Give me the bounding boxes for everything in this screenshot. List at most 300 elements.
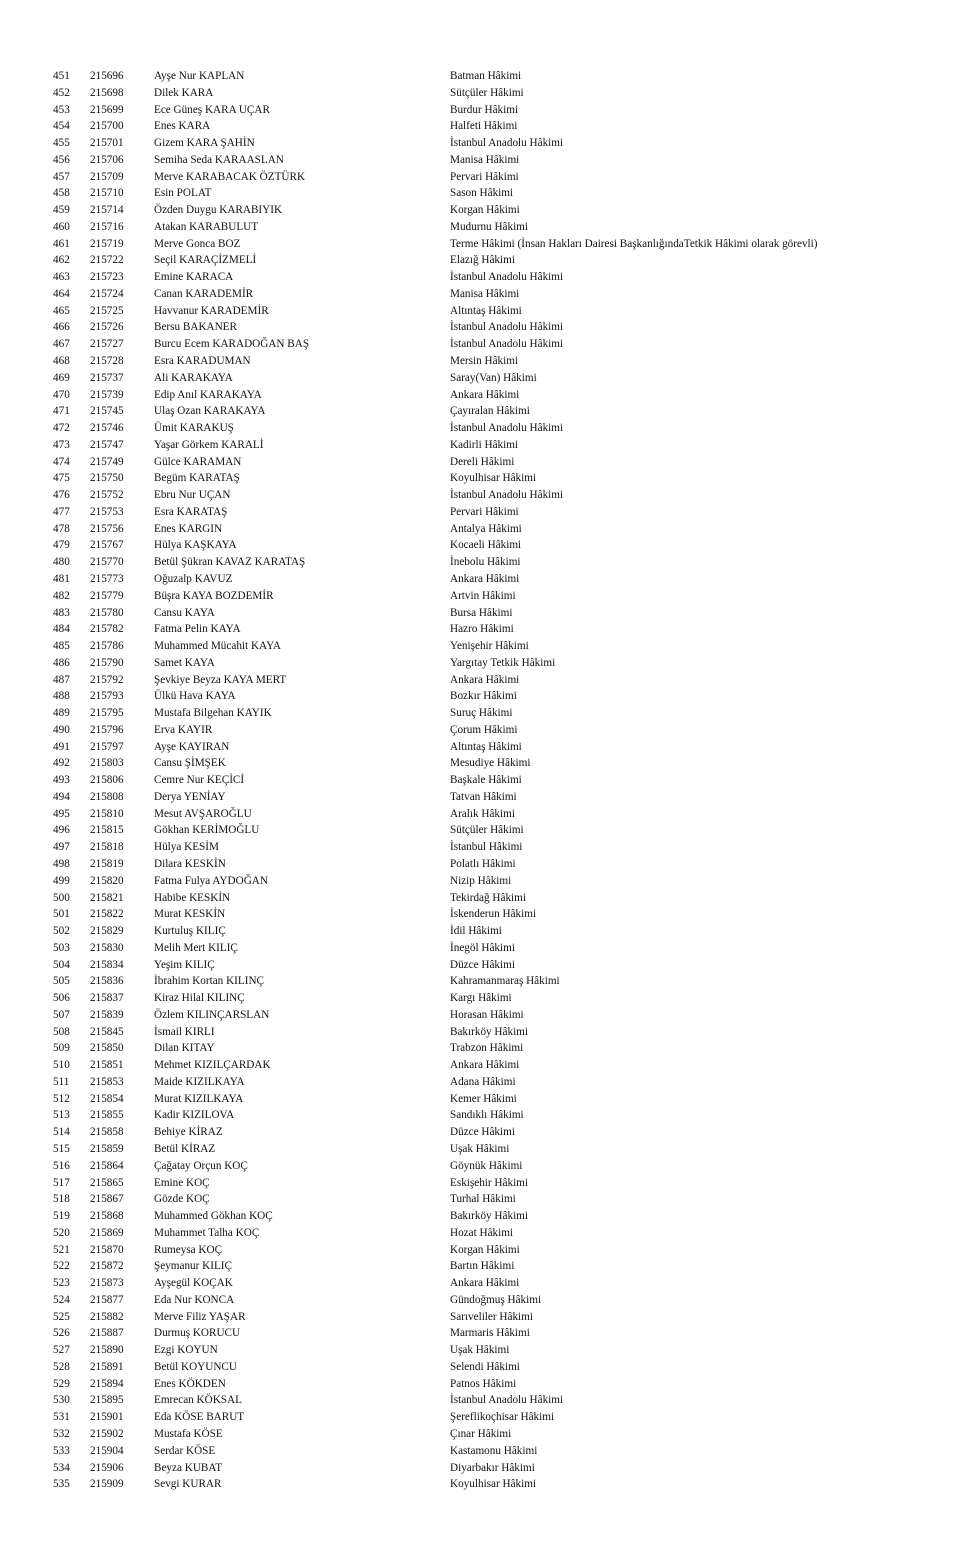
row-number: 478 bbox=[53, 522, 70, 535]
list-row bbox=[0, 286, 960, 303]
assignment: Kemer Hâkimi bbox=[450, 1092, 517, 1105]
list-row bbox=[0, 1242, 960, 1259]
row-number: 495 bbox=[53, 807, 70, 820]
registry-number: 215719 bbox=[90, 237, 124, 250]
list-row bbox=[0, 487, 960, 504]
registry-number: 215902 bbox=[90, 1428, 124, 1441]
assignment: Sarıveliler Hâkimi bbox=[450, 1310, 533, 1323]
assignment: Burdur Hâkimi bbox=[450, 103, 519, 116]
assignment: Kargı Hâkimi bbox=[450, 992, 512, 1005]
list-row bbox=[0, 1141, 960, 1158]
row-number: 467 bbox=[53, 338, 70, 351]
registry-number: 215859 bbox=[90, 1143, 124, 1155]
assignment: Şereflikoçhisar Hâkimi bbox=[450, 1411, 555, 1424]
person-name: Cansu ŞİMŞEK bbox=[154, 757, 226, 770]
person-name: Yeşim KILIÇ bbox=[154, 958, 215, 971]
registry-number: 215819 bbox=[90, 857, 124, 870]
list-row bbox=[0, 353, 960, 370]
list-row bbox=[0, 638, 960, 655]
registry-number: 215855 bbox=[90, 1109, 124, 1122]
assignment: Çorum Hâkimi bbox=[450, 723, 518, 736]
list-row bbox=[0, 672, 960, 689]
row-number: 499 bbox=[53, 874, 70, 887]
person-name: Fatma Pelin KAYA bbox=[154, 623, 241, 636]
row-number: 479 bbox=[53, 539, 70, 552]
assignment: Korgan Hâkimi bbox=[450, 1243, 520, 1256]
row-number: 505 bbox=[53, 975, 70, 988]
list-row bbox=[0, 873, 960, 890]
registry-number: 215815 bbox=[90, 824, 124, 837]
assignment: Patnos Hâkimi bbox=[450, 1377, 517, 1390]
list-row bbox=[0, 1376, 960, 1393]
row-number: 520 bbox=[53, 1226, 70, 1239]
row-number: 527 bbox=[53, 1344, 70, 1357]
row-number: 513 bbox=[53, 1109, 70, 1122]
assignment: İstanbul Hâkimi bbox=[450, 841, 523, 854]
row-number: 486 bbox=[53, 656, 70, 669]
row-number: 481 bbox=[53, 572, 70, 585]
row-number: 521 bbox=[53, 1243, 70, 1256]
person-name: Burcu Ecem KARADOĞAN BAŞ bbox=[154, 338, 310, 351]
list-row bbox=[0, 923, 960, 940]
registry-number: 215701 bbox=[90, 137, 124, 150]
row-number: 474 bbox=[53, 455, 70, 468]
list-row bbox=[0, 722, 960, 739]
assignment: Ankara Hâkimi bbox=[450, 388, 520, 401]
assignment: Elazığ Hâkimi bbox=[450, 254, 515, 267]
registry-number: 215822 bbox=[90, 908, 124, 921]
assignment: Yenişehir Hâkimi bbox=[450, 640, 529, 653]
person-name: Betül KİRAZ bbox=[154, 1143, 216, 1155]
assignment: Tekirdağ Hâkimi bbox=[450, 891, 526, 904]
row-number: 510 bbox=[53, 1059, 70, 1072]
row-number: 452 bbox=[53, 86, 70, 99]
row-number: 492 bbox=[53, 757, 70, 770]
person-name: İbrahim Kortan KILINÇ bbox=[154, 975, 264, 988]
list-row bbox=[0, 605, 960, 622]
registry-number: 215750 bbox=[90, 472, 124, 485]
registry-number: 215779 bbox=[90, 589, 124, 602]
list-row bbox=[0, 68, 960, 85]
person-name: Kurtuluş KILIÇ bbox=[154, 925, 226, 938]
assignment: Ankara Hâkimi bbox=[450, 1277, 520, 1290]
list-row bbox=[0, 252, 960, 269]
registry-number: 215790 bbox=[90, 656, 124, 669]
row-number: 473 bbox=[53, 438, 70, 451]
assignment: Eskişehir Hâkimi bbox=[450, 1176, 528, 1189]
registry-number: 215869 bbox=[90, 1226, 124, 1239]
registry-number: 215821 bbox=[90, 891, 124, 904]
person-name: Betül Şükran KAVAZ KARATAŞ bbox=[154, 556, 306, 569]
list-row bbox=[0, 269, 960, 286]
list-row bbox=[0, 1443, 960, 1460]
person-name: Ümit KARAKUŞ bbox=[154, 422, 234, 435]
list-row bbox=[0, 185, 960, 202]
row-number: 501 bbox=[53, 908, 70, 921]
list-row bbox=[0, 370, 960, 387]
row-number: 516 bbox=[53, 1159, 70, 1172]
assignment: Tatvan Hâkimi bbox=[450, 790, 517, 803]
person-name: Mustafa KÖSE bbox=[154, 1428, 223, 1441]
row-number: 480 bbox=[53, 556, 70, 569]
list-row bbox=[0, 772, 960, 789]
row-number: 515 bbox=[53, 1143, 70, 1155]
registry-number: 215780 bbox=[90, 606, 124, 619]
row-number: 453 bbox=[53, 103, 70, 116]
person-name: Çağatay Orçun KOÇ bbox=[154, 1159, 248, 1172]
registry-number: 215818 bbox=[90, 841, 124, 854]
assignment: İstanbul Anadolu Hâkimi bbox=[450, 1394, 564, 1407]
person-name: Betül KOYUNCU bbox=[154, 1360, 237, 1373]
list-row bbox=[0, 135, 960, 152]
person-name: Havvanur KARADEMİR bbox=[154, 304, 269, 317]
registry-number: 215737 bbox=[90, 371, 124, 384]
row-number: 500 bbox=[53, 891, 70, 904]
assignment: İstanbul Anadolu Hâkimi bbox=[450, 489, 564, 502]
registry-number: 215836 bbox=[90, 975, 124, 988]
assignment: Çayıralan Hâkimi bbox=[450, 405, 530, 418]
registry-number: 215865 bbox=[90, 1176, 124, 1189]
person-name: Hülya KAŞKAYA bbox=[154, 539, 237, 552]
assignment: İdil Hâkimi bbox=[450, 925, 502, 938]
assignment: Dereli Hâkimi bbox=[450, 455, 515, 468]
assignment: Manisa Hâkimi bbox=[450, 287, 520, 300]
list-row bbox=[0, 169, 960, 186]
list-row bbox=[0, 470, 960, 487]
person-name: Fatma Fulya AYDOĞAN bbox=[154, 874, 268, 887]
person-name: Edip Anıl KARAKAYA bbox=[154, 388, 262, 401]
person-name: Behiye KİRAZ bbox=[154, 1126, 223, 1139]
list-row bbox=[0, 1208, 960, 1225]
assignment: Turhal Hâkimi bbox=[450, 1193, 516, 1206]
person-name: Mesut AVŞAROĞLU bbox=[154, 807, 252, 820]
row-number: 488 bbox=[53, 690, 70, 703]
assignment: Ankara Hâkimi bbox=[450, 673, 520, 686]
registry-number: 215698 bbox=[90, 86, 124, 99]
registry-number: 215830 bbox=[90, 941, 124, 954]
registry-number: 215767 bbox=[90, 539, 124, 552]
person-name: Emine KOÇ bbox=[154, 1176, 210, 1189]
assignment: Altıntaş Hâkimi bbox=[450, 304, 522, 317]
row-number: 512 bbox=[53, 1092, 70, 1105]
registry-number: 215845 bbox=[90, 1025, 124, 1038]
assignment: Kahramanmaraş Hâkimi bbox=[450, 975, 560, 988]
list-row bbox=[0, 236, 960, 253]
row-number: 535 bbox=[53, 1478, 70, 1491]
row-number: 504 bbox=[53, 958, 70, 971]
row-number: 490 bbox=[53, 723, 70, 736]
list-row bbox=[0, 1007, 960, 1024]
person-name: Gökhan KERİMOĞLU bbox=[154, 824, 260, 837]
person-name: Derya YENİAY bbox=[154, 790, 226, 803]
assignment: Yargıtay Tetkik Hâkimi bbox=[450, 656, 556, 669]
registry-number: 215749 bbox=[90, 455, 124, 468]
person-name: Mustafa Bilgehan KAYIK bbox=[154, 707, 272, 720]
list-row bbox=[0, 1342, 960, 1359]
registry-number: 215894 bbox=[90, 1377, 124, 1390]
person-name: Merve Gonca BOZ bbox=[154, 237, 241, 250]
row-number: 451 bbox=[53, 70, 70, 82]
row-number: 509 bbox=[53, 1042, 70, 1055]
row-number: 475 bbox=[53, 472, 70, 485]
person-name: Gülce KARAMAN bbox=[154, 455, 242, 468]
registry-number: 215756 bbox=[90, 522, 124, 535]
row-number: 472 bbox=[53, 422, 70, 435]
list-row bbox=[0, 890, 960, 907]
assignment: Batman Hâkimi bbox=[450, 70, 522, 82]
list-row bbox=[0, 1107, 960, 1124]
row-number: 496 bbox=[53, 824, 70, 837]
person-name: Dilara KESKİN bbox=[154, 857, 226, 870]
registry-number: 215810 bbox=[90, 807, 124, 820]
list-row bbox=[0, 1325, 960, 1342]
row-number: 534 bbox=[53, 1461, 70, 1474]
assignment: Suruç Hâkimi bbox=[450, 707, 513, 720]
registry-number: 215746 bbox=[90, 422, 124, 435]
list-row bbox=[0, 1124, 960, 1141]
row-number: 497 bbox=[53, 841, 70, 854]
registry-number: 215872 bbox=[90, 1260, 124, 1273]
assignment: Kocaeli Hâkimi bbox=[450, 539, 522, 552]
row-number: 533 bbox=[53, 1444, 70, 1457]
row-number: 528 bbox=[53, 1360, 70, 1373]
list-row bbox=[0, 1091, 960, 1108]
row-number: 477 bbox=[53, 505, 70, 518]
assignment: Bakırköy Hâkimi bbox=[450, 1025, 528, 1038]
assignment: Mesudiye Hâkimi bbox=[450, 757, 531, 770]
person-name: Ali KARAKAYA bbox=[154, 371, 233, 384]
assignment: Manisa Hâkimi bbox=[450, 153, 520, 166]
list-row bbox=[0, 739, 960, 756]
registry-number: 215850 bbox=[90, 1042, 124, 1055]
list-row bbox=[0, 839, 960, 856]
list-row bbox=[0, 1359, 960, 1376]
registry-number: 215722 bbox=[90, 254, 124, 267]
registry-number: 215803 bbox=[90, 757, 124, 770]
row-number: 470 bbox=[53, 388, 70, 401]
assignment: Bartın Hâkimi bbox=[450, 1260, 515, 1273]
assignment: İstanbul Anadolu Hâkimi bbox=[450, 338, 564, 351]
row-number: 476 bbox=[53, 489, 70, 502]
assignment: Koyulhisar Hâkimi bbox=[450, 1478, 537, 1491]
row-number: 503 bbox=[53, 941, 70, 954]
registry-number: 215882 bbox=[90, 1310, 124, 1323]
registry-number: 215696 bbox=[90, 70, 124, 82]
registry-number: 215699 bbox=[90, 103, 124, 116]
assignment: Bursa Hâkimi bbox=[450, 606, 513, 619]
list-row bbox=[0, 1074, 960, 1091]
row-number: 457 bbox=[53, 170, 70, 183]
assignment: Pervari Hâkimi bbox=[450, 505, 519, 518]
person-name: Beyza KUBAT bbox=[154, 1461, 223, 1474]
assignment: İnebolu Hâkimi bbox=[450, 556, 521, 569]
person-name: Serdar KÖSE bbox=[154, 1444, 216, 1457]
registry-number: 215773 bbox=[90, 572, 124, 585]
row-number: 483 bbox=[53, 606, 70, 619]
registry-number: 215873 bbox=[90, 1277, 124, 1290]
person-name: Muhammed Mücahit KAYA bbox=[154, 640, 281, 653]
person-name: Durmuş KORUCU bbox=[154, 1327, 241, 1340]
person-name: Kadir KIZILOVA bbox=[154, 1109, 235, 1122]
registry-number: 215747 bbox=[90, 438, 124, 451]
list-row bbox=[0, 1158, 960, 1175]
assignment: Bozkır Hâkimi bbox=[450, 690, 517, 703]
registry-number: 215745 bbox=[90, 405, 124, 418]
person-name: Sevgi KURAR bbox=[154, 1478, 222, 1491]
list-row bbox=[0, 1175, 960, 1192]
person-name: Merve KARABACAK ÖZTÜRK bbox=[154, 170, 306, 183]
list-row bbox=[0, 219, 960, 236]
person-name: Ayşe Nur KAPLAN bbox=[154, 70, 245, 82]
registry-number: 215723 bbox=[90, 271, 124, 284]
registry-number: 215725 bbox=[90, 304, 124, 317]
registry-number: 215867 bbox=[90, 1193, 124, 1206]
list-row bbox=[0, 1460, 960, 1477]
row-number: 507 bbox=[53, 1008, 70, 1021]
person-name: Özlem KILINÇARSLAN bbox=[154, 1008, 270, 1021]
list-row bbox=[0, 102, 960, 119]
registry-number: 215837 bbox=[90, 992, 124, 1005]
list-row bbox=[0, 789, 960, 806]
list-row bbox=[0, 504, 960, 521]
assignment: Trabzon Hâkimi bbox=[450, 1042, 524, 1055]
assignment: Aralık Hâkimi bbox=[450, 807, 515, 820]
list-row bbox=[0, 755, 960, 772]
row-number: 532 bbox=[53, 1428, 70, 1441]
person-name: Semiha Seda KARAASLAN bbox=[154, 153, 284, 166]
registry-number: 215870 bbox=[90, 1243, 124, 1256]
registry-number: 215700 bbox=[90, 120, 124, 133]
row-number: 482 bbox=[53, 589, 70, 602]
person-name: Gözde KOÇ bbox=[154, 1193, 210, 1206]
person-name: Seçil KARAÇİZMELİ bbox=[154, 254, 257, 267]
assignment: Hozat Hâkimi bbox=[450, 1226, 514, 1239]
list-row bbox=[0, 387, 960, 404]
list-row bbox=[0, 85, 960, 102]
registry-number: 215796 bbox=[90, 723, 124, 736]
person-name: Enes KARA bbox=[154, 120, 211, 133]
registry-number: 215706 bbox=[90, 153, 124, 166]
registry-number: 215829 bbox=[90, 925, 124, 938]
registry-number: 215868 bbox=[90, 1210, 124, 1223]
person-name: Mehmet KIZILÇARDAK bbox=[154, 1059, 271, 1072]
registry-number: 215714 bbox=[90, 204, 124, 217]
person-name: Muhammed Gökhan KOÇ bbox=[154, 1210, 273, 1223]
assignment: İstanbul Anadolu Hâkimi bbox=[450, 137, 564, 150]
person-name: Dilan KITAY bbox=[154, 1042, 215, 1055]
assignment: Marmaris Hâkimi bbox=[450, 1327, 530, 1340]
row-number: 461 bbox=[53, 237, 70, 250]
list-row bbox=[0, 336, 960, 353]
registry-number: 215887 bbox=[90, 1327, 124, 1340]
registry-number: 215864 bbox=[90, 1159, 124, 1172]
row-number: 506 bbox=[53, 992, 70, 1005]
person-name: Maide KIZILKAYA bbox=[154, 1075, 245, 1088]
registry-number: 215793 bbox=[90, 690, 124, 703]
assignment: Uşak Hâkimi bbox=[450, 1344, 510, 1357]
registry-number: 215851 bbox=[90, 1059, 124, 1072]
row-number: 502 bbox=[53, 925, 70, 938]
assignment: Ankara Hâkimi bbox=[450, 1059, 520, 1072]
list-row bbox=[0, 655, 960, 672]
assignment: Gündoğmuş Hâkimi bbox=[450, 1293, 542, 1306]
row-number: 508 bbox=[53, 1025, 70, 1038]
registry-number: 215877 bbox=[90, 1293, 124, 1306]
row-number: 523 bbox=[53, 1277, 70, 1290]
row-number: 459 bbox=[53, 204, 70, 217]
row-number: 484 bbox=[53, 623, 70, 636]
assignment: Sütçüler Hâkimi bbox=[450, 824, 524, 837]
list-row bbox=[0, 1309, 960, 1326]
list-row bbox=[0, 973, 960, 990]
row-number: 493 bbox=[53, 774, 70, 787]
assignment: Uşak Hâkimi bbox=[450, 1143, 510, 1155]
person-name: Emine KARACA bbox=[154, 271, 234, 284]
row-number: 524 bbox=[53, 1293, 70, 1306]
list-row bbox=[0, 1275, 960, 1292]
assignment: Göynük Hâkimi bbox=[450, 1159, 523, 1172]
person-name: Merve Filiz YAŞAR bbox=[154, 1310, 246, 1323]
person-name: Erva KAYIR bbox=[154, 723, 213, 736]
list-row bbox=[0, 521, 960, 538]
list-row bbox=[0, 420, 960, 437]
person-name: Ezgi KOYUN bbox=[154, 1344, 218, 1357]
person-name: Esin POLAT bbox=[154, 187, 212, 200]
registry-number: 215792 bbox=[90, 673, 124, 686]
list-row bbox=[0, 705, 960, 722]
list-row bbox=[0, 1225, 960, 1242]
registry-number: 215895 bbox=[90, 1394, 124, 1407]
assignment: Ankara Hâkimi bbox=[450, 572, 520, 585]
person-name: Cemre Nur KEÇİCİ bbox=[154, 774, 245, 787]
registry-number: 215739 bbox=[90, 388, 124, 401]
list-row bbox=[0, 1426, 960, 1443]
row-number: 526 bbox=[53, 1327, 70, 1340]
row-number: 468 bbox=[53, 355, 70, 368]
list-row bbox=[0, 202, 960, 219]
person-name: Gizem KARA ŞAHİN bbox=[154, 137, 255, 150]
row-number: 518 bbox=[53, 1193, 70, 1206]
assignment: İstanbul Anadolu Hâkimi bbox=[450, 271, 564, 284]
person-name: Kiraz Hilal KILINÇ bbox=[154, 992, 245, 1005]
person-name: Muhammet Talha KOÇ bbox=[154, 1226, 260, 1239]
person-name: Esra KARADUMAN bbox=[154, 355, 251, 368]
list-row bbox=[0, 940, 960, 957]
assignment: Başkale Hâkimi bbox=[450, 774, 522, 787]
registry-number: 215786 bbox=[90, 640, 124, 653]
registry-number: 215728 bbox=[90, 355, 124, 368]
assignment: Nizip Hâkimi bbox=[450, 874, 512, 887]
person-name: Emrecan KÖKSAL bbox=[154, 1394, 242, 1407]
registry-number: 215904 bbox=[90, 1444, 124, 1457]
list-row bbox=[0, 554, 960, 571]
assignment: Kadirli Hâkimi bbox=[450, 438, 519, 451]
assignment: Polatlı Hâkimi bbox=[450, 857, 516, 870]
list-row bbox=[0, 1392, 960, 1409]
registry-number: 215854 bbox=[90, 1092, 124, 1105]
list-row bbox=[0, 1024, 960, 1041]
list-row bbox=[0, 1258, 960, 1275]
assignment: Mudurnu Hâkimi bbox=[450, 220, 528, 233]
assignment: Adana Hâkimi bbox=[450, 1075, 516, 1088]
registry-number: 215770 bbox=[90, 556, 124, 569]
list-row bbox=[0, 571, 960, 588]
list-row bbox=[0, 152, 960, 169]
person-name: Özden Duygu KARABIYIK bbox=[154, 204, 283, 217]
person-name: Murat KIZILKAYA bbox=[154, 1092, 244, 1105]
assignment: Halfeti Hâkimi bbox=[450, 120, 518, 133]
registry-number: 215853 bbox=[90, 1075, 124, 1088]
